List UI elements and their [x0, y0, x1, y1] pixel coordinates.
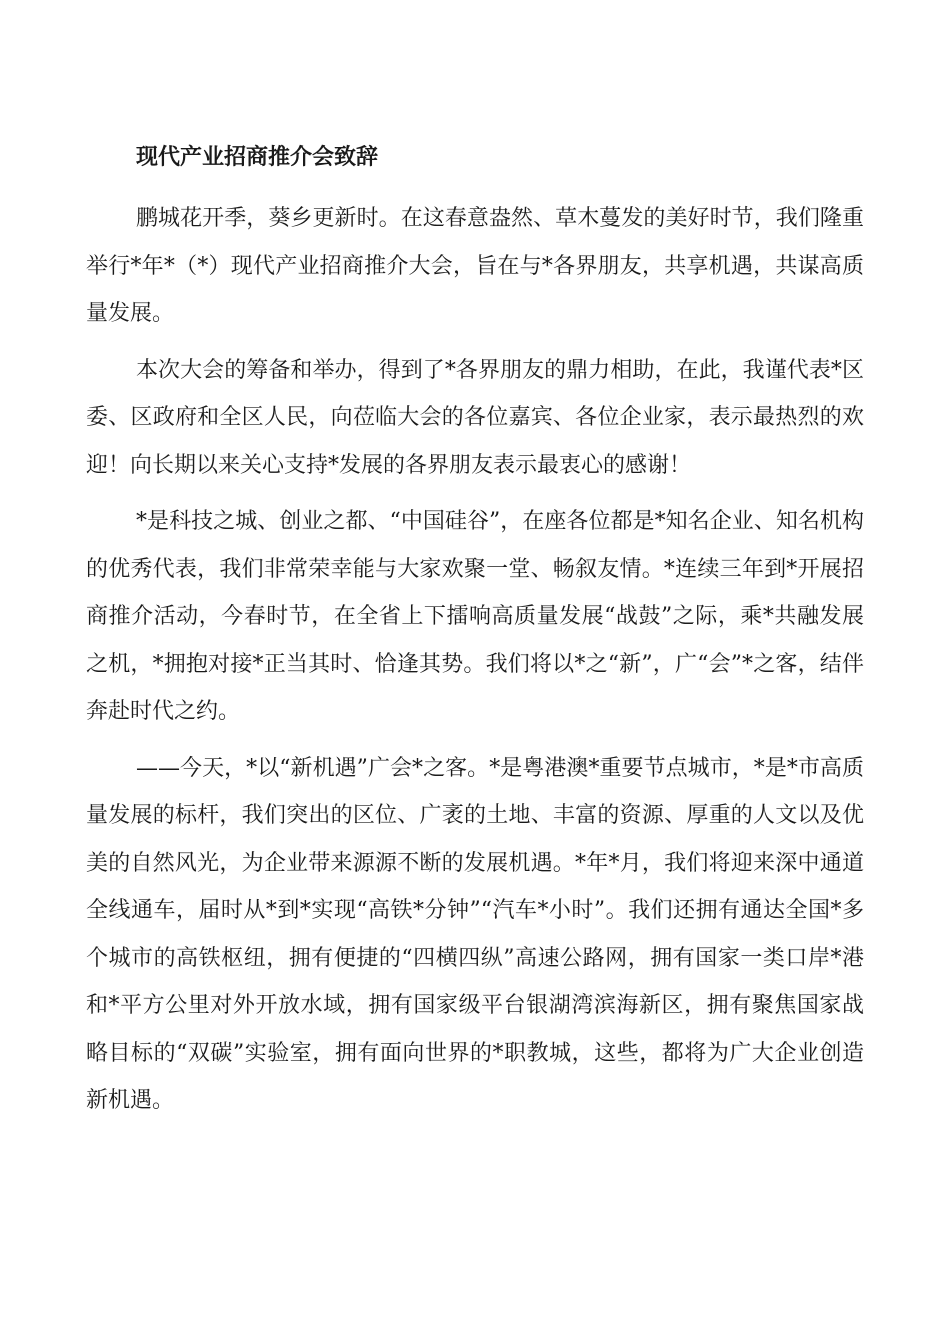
paragraph-1: 鹏城花开季，葵乡更新时。在这春意盎然、草木蔓发的美好时节，我们隆重举行*年*（*）现代产业招商推介大会，旨在与*各界朋友，共享机遇，共谋高质量发展。 — [86, 206, 864, 326]
document-body — [86, 138, 864, 1125]
paragraph-4: ——今天，*以“新机遇”广会*之客。*是粤港澳*重要节点城市，*是*市高质量发展的标杆，我们突出的区位、广袤的土地、丰富的资源、厚重的人文以及优美的自然风光，为企业带来源源不断的发展机遇。*年*月，我们将迎来深中通道全线通车，届时从*到*实现“高铁*分钟”“汽车*小时”。我们还拥有通达全国*多个城市的高铁枢纽，拥有便捷的“四横四纵”高速公路网，拥有国家一类口岸*港和*平方公里对外开放水域，拥有国家级平台银湖湾滨海新区，拥有聚焦国家战略目标的“双碳”实验室，拥有面向世界的*职教城，这些，都将为广大企业创造新机遇。 — [86, 755, 864, 1113]
document-title: 现代产业招商推介会致辞 — [136, 145, 379, 170]
paragraph-2: 本次大会的筹备和举办，得到了*各界朋友的鼎力相助，在此，我谨代表*区委、区政府和全区人民，向莅临大会的各位嘉宾、各位企业家，表示最热烈的欢迎！向长期以来关心支持*发展的各界朋友表示最衷心的感谢！ — [86, 357, 864, 478]
paragraph-3: *是科技之城、创业之都、“中国硅谷”，在座各位都是*知名企业、知名机构的优秀代表，我们非常荣幸能与大家欢聚一堂、畅叙友情。*连续三年到*开展招商推介活动，今春时节，在全省上下擂响高质量发展“战鼓”之际，乘*共融发展之机，*拥抱对接*正当其时、恰逢其势。我们将以*之“新”，广“会”*之客，结伴奔赴时代之约。 — [86, 509, 864, 724]
